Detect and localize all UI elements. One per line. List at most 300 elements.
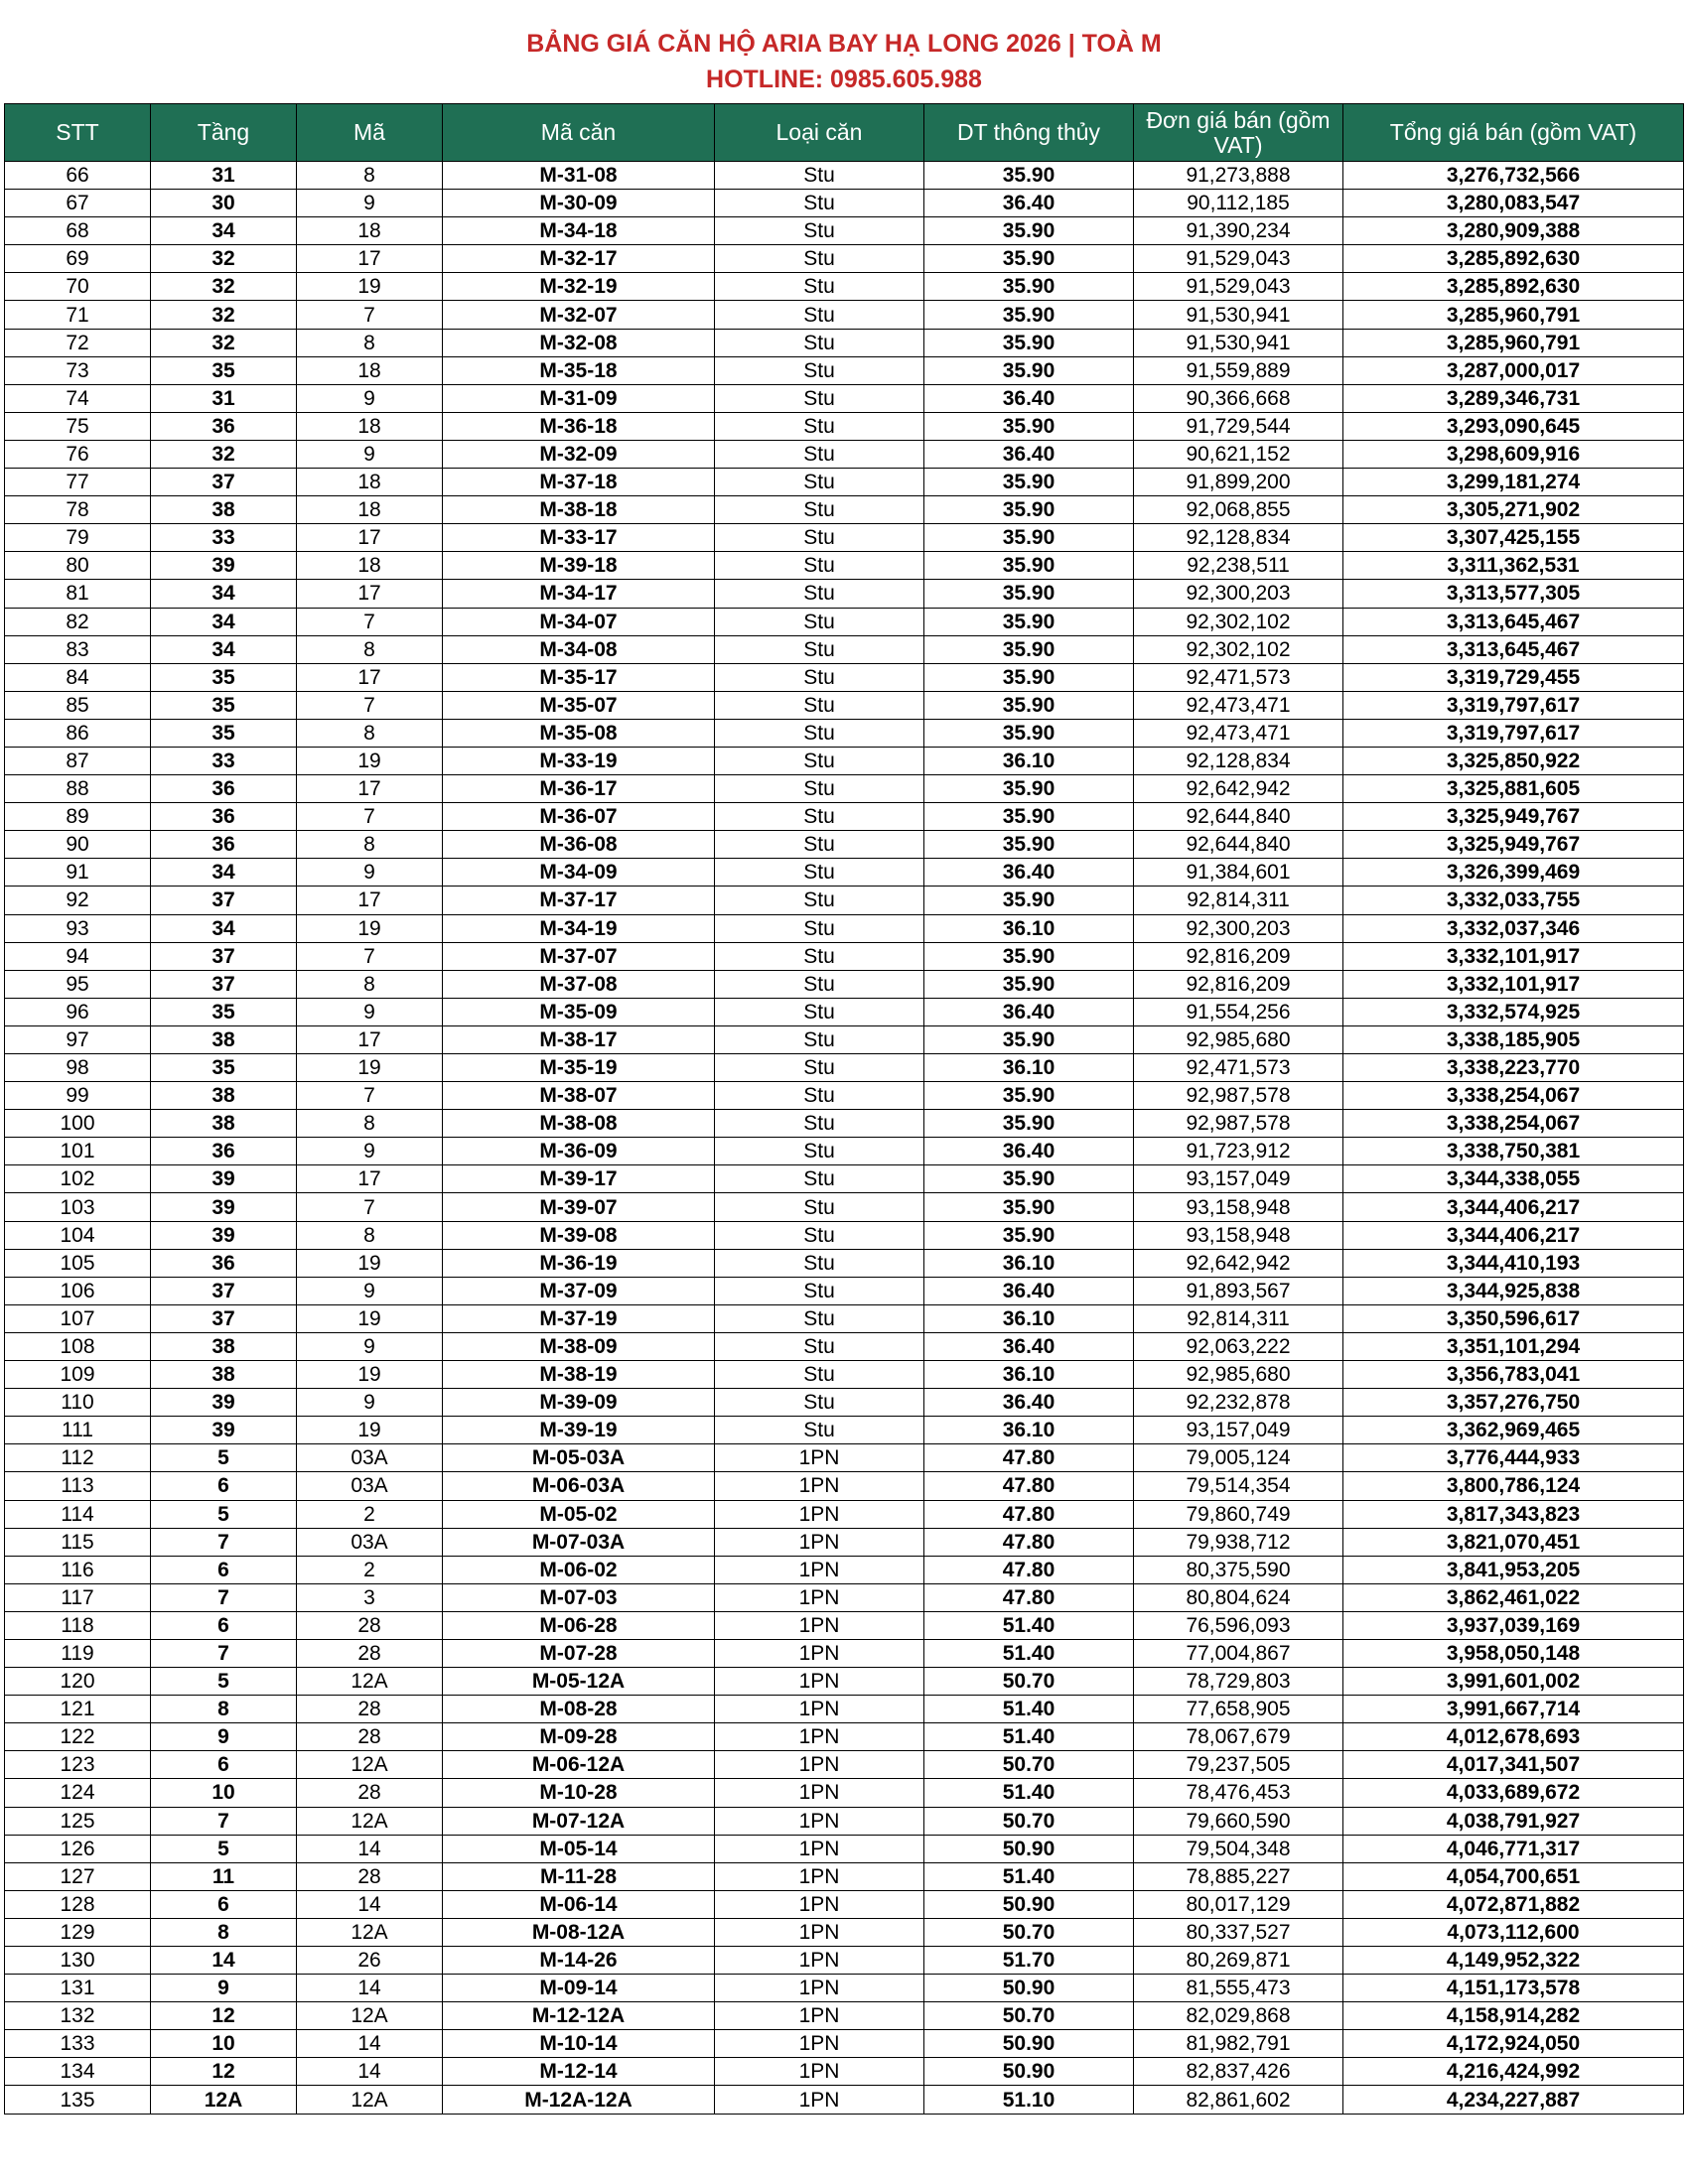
cell-area: 35.90 — [924, 663, 1134, 691]
cell-unit-price: 91,723,912 — [1134, 1138, 1343, 1165]
table-row — [5, 1472, 1684, 1500]
cell-unit-type: Stu — [715, 412, 924, 440]
cell-unit-code: M-39-17 — [443, 1165, 715, 1193]
cell-unit-price: 93,157,049 — [1134, 1165, 1343, 1193]
cell-code: 12A — [297, 2002, 443, 2030]
table-row — [5, 970, 1684, 998]
cell-unit-type: Stu — [715, 245, 924, 273]
cell-unit-price: 92,068,855 — [1134, 496, 1343, 524]
cell-unit-price: 79,504,348 — [1134, 1835, 1343, 1862]
cell-unit-code: M-34-17 — [443, 580, 715, 608]
cell-floor: 10 — [151, 1779, 297, 1807]
cell-unit-type: Stu — [715, 663, 924, 691]
cell-stt: 118 — [5, 1611, 151, 1639]
cell-unit-code: M-39-08 — [443, 1221, 715, 1249]
cell-floor: 38 — [151, 496, 297, 524]
cell-stt: 95 — [5, 970, 151, 998]
cell-stt: 85 — [5, 691, 151, 719]
cell-area: 36.10 — [924, 1304, 1134, 1332]
cell-unit-price: 79,860,749 — [1134, 1500, 1343, 1528]
cell-code: 28 — [297, 1639, 443, 1667]
table-row — [5, 1583, 1684, 1611]
cell-total-price: 3,307,425,155 — [1343, 524, 1684, 552]
cell-stt: 109 — [5, 1361, 151, 1389]
cell-total-price: 3,311,362,531 — [1343, 552, 1684, 580]
cell-floor: 12A — [151, 2086, 297, 2114]
cell-total-price: 3,285,892,630 — [1343, 245, 1684, 273]
cell-area: 36.10 — [924, 1417, 1134, 1444]
cell-code: 28 — [297, 1696, 443, 1723]
cell-unit-code: M-07-03A — [443, 1528, 715, 1556]
cell-unit-code: M-05-12A — [443, 1668, 715, 1696]
cell-stt: 72 — [5, 329, 151, 356]
cell-unit-type: Stu — [715, 440, 924, 468]
cell-floor: 7 — [151, 1528, 297, 1556]
cell-stt: 98 — [5, 1054, 151, 1082]
cell-unit-type: Stu — [715, 1054, 924, 1082]
table-row — [5, 1890, 1684, 1918]
column-header-unit-code: Mã căn — [443, 104, 715, 162]
cell-floor: 39 — [151, 1165, 297, 1193]
table-row — [5, 245, 1684, 273]
cell-unit-price: 92,471,573 — [1134, 1054, 1343, 1082]
cell-floor: 32 — [151, 245, 297, 273]
cell-code: 18 — [297, 469, 443, 496]
cell-total-price: 4,054,700,651 — [1343, 1862, 1684, 1890]
cell-area: 51.40 — [924, 1779, 1134, 1807]
cell-code: 14 — [297, 1835, 443, 1862]
cell-unit-code: M-34-08 — [443, 635, 715, 663]
cell-unit-type: 1PN — [715, 2058, 924, 2086]
cell-unit-price: 90,621,152 — [1134, 440, 1343, 468]
price-table — [4, 103, 1684, 2115]
cell-area: 35.90 — [924, 301, 1134, 329]
cell-stt: 113 — [5, 1472, 151, 1500]
cell-unit-code: M-38-09 — [443, 1332, 715, 1360]
cell-unit-price: 91,554,256 — [1134, 998, 1343, 1025]
cell-area: 50.90 — [924, 1890, 1134, 1918]
cell-code: 7 — [297, 608, 443, 635]
cell-unit-code: M-09-14 — [443, 1975, 715, 2002]
cell-stt: 119 — [5, 1639, 151, 1667]
cell-unit-code: M-33-19 — [443, 747, 715, 774]
cell-unit-price: 93,158,948 — [1134, 1193, 1343, 1221]
cell-unit-price: 90,112,185 — [1134, 190, 1343, 217]
cell-code: 8 — [297, 831, 443, 859]
cell-unit-price: 92,128,834 — [1134, 747, 1343, 774]
cell-unit-price: 93,158,948 — [1134, 1221, 1343, 1249]
table-row — [5, 719, 1684, 747]
cell-area: 36.10 — [924, 914, 1134, 942]
cell-unit-type: Stu — [715, 1249, 924, 1277]
table-row — [5, 1361, 1684, 1389]
cell-code: 12A — [297, 1918, 443, 1946]
cell-stt: 129 — [5, 1918, 151, 1946]
table-header-row — [5, 104, 1684, 162]
cell-area: 36.40 — [924, 384, 1134, 412]
cell-code: 8 — [297, 970, 443, 998]
table-row — [5, 1779, 1684, 1807]
cell-unit-code: M-36-17 — [443, 775, 715, 803]
cell-unit-type: 1PN — [715, 1918, 924, 1946]
cell-code: 12A — [297, 1807, 443, 1835]
cell-unit-code: M-12-14 — [443, 2058, 715, 2086]
cell-unit-code: M-35-19 — [443, 1054, 715, 1082]
cell-total-price: 3,280,909,388 — [1343, 217, 1684, 245]
cell-total-price: 3,937,039,169 — [1343, 1611, 1684, 1639]
cell-area: 47.80 — [924, 1583, 1134, 1611]
table-row — [5, 440, 1684, 468]
table-row — [5, 1193, 1684, 1221]
cell-code: 14 — [297, 1890, 443, 1918]
cell-unit-type: Stu — [715, 887, 924, 914]
cell-area: 35.90 — [924, 329, 1134, 356]
cell-unit-price: 92,473,471 — [1134, 691, 1343, 719]
cell-floor: 31 — [151, 162, 297, 190]
cell-total-price: 4,038,791,927 — [1343, 1807, 1684, 1835]
cell-unit-code: M-06-14 — [443, 1890, 715, 1918]
cell-unit-price: 92,814,311 — [1134, 887, 1343, 914]
cell-unit-code: M-35-07 — [443, 691, 715, 719]
cell-floor: 35 — [151, 998, 297, 1025]
cell-code: 8 — [297, 1221, 443, 1249]
cell-floor: 6 — [151, 1890, 297, 1918]
cell-total-price: 3,319,797,617 — [1343, 691, 1684, 719]
cell-unit-type: 1PN — [715, 1751, 924, 1779]
table-row — [5, 859, 1684, 887]
cell-unit-price: 92,642,942 — [1134, 775, 1343, 803]
cell-unit-code: M-36-09 — [443, 1138, 715, 1165]
cell-area: 51.10 — [924, 2086, 1134, 2114]
cell-area: 36.10 — [924, 1361, 1134, 1389]
cell-code: 03A — [297, 1472, 443, 1500]
cell-area: 35.90 — [924, 552, 1134, 580]
cell-area: 35.90 — [924, 1110, 1134, 1138]
cell-stt: 108 — [5, 1332, 151, 1360]
cell-stt: 107 — [5, 1304, 151, 1332]
cell-unit-price: 92,814,311 — [1134, 1304, 1343, 1332]
cell-total-price: 3,862,461,022 — [1343, 1583, 1684, 1611]
table-row — [5, 2002, 1684, 2030]
cell-floor: 38 — [151, 1361, 297, 1389]
table-row — [5, 1221, 1684, 1249]
cell-unit-type: Stu — [715, 384, 924, 412]
cell-unit-type: 1PN — [715, 1556, 924, 1583]
cell-stt: 79 — [5, 524, 151, 552]
cell-stt: 115 — [5, 1528, 151, 1556]
cell-unit-code: M-39-07 — [443, 1193, 715, 1221]
cell-area: 51.40 — [924, 1696, 1134, 1723]
cell-stt: 78 — [5, 496, 151, 524]
cell-unit-type: Stu — [715, 914, 924, 942]
cell-total-price: 4,234,227,887 — [1343, 2086, 1684, 2114]
cell-unit-type: 1PN — [715, 2002, 924, 2030]
cell-total-price: 4,073,112,600 — [1343, 1918, 1684, 1946]
cell-unit-price: 92,238,511 — [1134, 552, 1343, 580]
cell-unit-type: Stu — [715, 1165, 924, 1193]
cell-area: 47.80 — [924, 1528, 1134, 1556]
cell-stt: 74 — [5, 384, 151, 412]
cell-unit-type: Stu — [715, 217, 924, 245]
table-row — [5, 747, 1684, 774]
cell-total-price: 3,325,949,767 — [1343, 831, 1684, 859]
cell-unit-type: Stu — [715, 691, 924, 719]
cell-code: 8 — [297, 162, 443, 190]
cell-code: 8 — [297, 329, 443, 356]
cell-unit-price: 77,658,905 — [1134, 1696, 1343, 1723]
cell-stt: 66 — [5, 162, 151, 190]
cell-floor: 34 — [151, 580, 297, 608]
cell-area: 35.90 — [924, 273, 1134, 301]
cell-area: 47.80 — [924, 1500, 1134, 1528]
cell-unit-type: Stu — [715, 831, 924, 859]
cell-floor: 39 — [151, 552, 297, 580]
cell-area: 35.90 — [924, 608, 1134, 635]
cell-floor: 35 — [151, 356, 297, 384]
cell-unit-price: 91,559,889 — [1134, 356, 1343, 384]
table-row — [5, 1054, 1684, 1082]
cell-unit-price: 92,987,578 — [1134, 1110, 1343, 1138]
cell-floor: 38 — [151, 1082, 297, 1110]
cell-unit-code: M-05-02 — [443, 1500, 715, 1528]
cell-total-price: 3,991,667,714 — [1343, 1696, 1684, 1723]
cell-stt: 69 — [5, 245, 151, 273]
cell-floor: 36 — [151, 831, 297, 859]
cell-unit-code: M-37-08 — [443, 970, 715, 998]
cell-stt: 83 — [5, 635, 151, 663]
cell-total-price: 3,313,577,305 — [1343, 580, 1684, 608]
cell-total-price: 4,151,173,578 — [1343, 1975, 1684, 2002]
cell-unit-price: 77,004,867 — [1134, 1639, 1343, 1667]
cell-unit-code: M-10-14 — [443, 2030, 715, 2058]
cell-unit-code: M-11-28 — [443, 1862, 715, 1890]
cell-area: 47.80 — [924, 1472, 1134, 1500]
table-row — [5, 635, 1684, 663]
cell-floor: 37 — [151, 942, 297, 970]
cell-area: 35.90 — [924, 887, 1134, 914]
cell-area: 35.90 — [924, 803, 1134, 831]
cell-unit-type: 1PN — [715, 1668, 924, 1696]
cell-unit-code: M-32-07 — [443, 301, 715, 329]
cell-unit-price: 91,384,601 — [1134, 859, 1343, 887]
cell-unit-code: M-38-17 — [443, 1025, 715, 1053]
cell-area: 35.90 — [924, 162, 1134, 190]
column-header-area: DT thông thủy — [924, 104, 1134, 162]
cell-unit-code: M-38-19 — [443, 1361, 715, 1389]
cell-total-price: 3,313,645,467 — [1343, 635, 1684, 663]
cell-code: 12A — [297, 1668, 443, 1696]
cell-unit-code: M-05-14 — [443, 1835, 715, 1862]
cell-unit-price: 92,644,840 — [1134, 831, 1343, 859]
cell-area: 36.40 — [924, 440, 1134, 468]
cell-stt: 126 — [5, 1835, 151, 1862]
cell-total-price: 3,338,254,067 — [1343, 1110, 1684, 1138]
cell-code: 9 — [297, 440, 443, 468]
table-row — [5, 1165, 1684, 1193]
table-row — [5, 384, 1684, 412]
cell-stt: 101 — [5, 1138, 151, 1165]
cell-code: 7 — [297, 942, 443, 970]
cell-unit-type: Stu — [715, 1417, 924, 1444]
cell-stt: 97 — [5, 1025, 151, 1053]
cell-unit-code: M-36-07 — [443, 803, 715, 831]
cell-code: 14 — [297, 2058, 443, 2086]
cell-area: 35.90 — [924, 942, 1134, 970]
cell-area: 35.90 — [924, 356, 1134, 384]
cell-stt: 100 — [5, 1110, 151, 1138]
cell-unit-code: M-37-18 — [443, 469, 715, 496]
cell-floor: 6 — [151, 1751, 297, 1779]
cell-unit-price: 78,067,679 — [1134, 1723, 1343, 1751]
cell-total-price: 3,305,271,902 — [1343, 496, 1684, 524]
cell-unit-type: Stu — [715, 1082, 924, 1110]
cell-stt: 94 — [5, 942, 151, 970]
table-row — [5, 887, 1684, 914]
cell-floor: 14 — [151, 1947, 297, 1975]
cell-stt: 122 — [5, 1723, 151, 1751]
cell-area: 35.90 — [924, 1193, 1134, 1221]
cell-unit-code: M-39-19 — [443, 1417, 715, 1444]
cell-total-price: 4,172,924,050 — [1343, 2030, 1684, 2058]
cell-unit-type: Stu — [715, 329, 924, 356]
cell-total-price: 3,319,797,617 — [1343, 719, 1684, 747]
cell-floor: 32 — [151, 329, 297, 356]
cell-total-price: 3,841,953,205 — [1343, 1556, 1684, 1583]
cell-stt: 117 — [5, 1583, 151, 1611]
cell-area: 35.90 — [924, 1025, 1134, 1053]
cell-floor: 34 — [151, 859, 297, 887]
cell-code: 7 — [297, 803, 443, 831]
cell-unit-type: Stu — [715, 301, 924, 329]
table-row — [5, 608, 1684, 635]
cell-code: 03A — [297, 1528, 443, 1556]
column-header-code: Mã — [297, 104, 443, 162]
cell-unit-price: 93,157,049 — [1134, 1417, 1343, 1444]
cell-total-price: 3,325,850,922 — [1343, 747, 1684, 774]
cell-unit-price: 78,476,453 — [1134, 1779, 1343, 1807]
table-row — [5, 1556, 1684, 1583]
cell-unit-type: 1PN — [715, 1528, 924, 1556]
cell-total-price: 3,332,101,917 — [1343, 942, 1684, 970]
cell-total-price: 3,356,783,041 — [1343, 1361, 1684, 1389]
cell-unit-price: 91,273,888 — [1134, 162, 1343, 190]
cell-unit-type: Stu — [715, 190, 924, 217]
cell-unit-type: Stu — [715, 942, 924, 970]
cell-code: 19 — [297, 1417, 443, 1444]
cell-unit-type: 1PN — [715, 1500, 924, 1528]
cell-unit-code: M-06-02 — [443, 1556, 715, 1583]
cell-unit-code: M-33-17 — [443, 524, 715, 552]
table-row — [5, 1332, 1684, 1360]
cell-unit-type: 1PN — [715, 1583, 924, 1611]
table-row — [5, 1138, 1684, 1165]
cell-floor: 38 — [151, 1110, 297, 1138]
cell-area: 36.40 — [924, 1138, 1134, 1165]
cell-stt: 131 — [5, 1975, 151, 2002]
cell-code: 9 — [297, 1138, 443, 1165]
cell-unit-code: M-37-19 — [443, 1304, 715, 1332]
cell-floor: 39 — [151, 1221, 297, 1249]
cell-area: 47.80 — [924, 1556, 1134, 1583]
column-header-unit-price: Đơn giá bán (gồm VAT) — [1134, 104, 1343, 162]
cell-unit-price: 92,063,222 — [1134, 1332, 1343, 1360]
cell-floor: 33 — [151, 524, 297, 552]
table-row — [5, 803, 1684, 831]
cell-unit-code: M-35-17 — [443, 663, 715, 691]
cell-total-price: 4,012,678,693 — [1343, 1723, 1684, 1751]
table-row — [5, 1500, 1684, 1528]
cell-floor: 38 — [151, 1332, 297, 1360]
cell-unit-price: 91,893,567 — [1134, 1277, 1343, 1304]
cell-floor: 5 — [151, 1835, 297, 1862]
cell-floor: 5 — [151, 1444, 297, 1472]
cell-floor: 32 — [151, 273, 297, 301]
cell-code: 19 — [297, 747, 443, 774]
table-row — [5, 273, 1684, 301]
cell-code: 9 — [297, 1332, 443, 1360]
cell-unit-price: 80,375,590 — [1134, 1556, 1343, 1583]
cell-area: 36.40 — [924, 1389, 1134, 1417]
cell-unit-code: M-32-09 — [443, 440, 715, 468]
table-row — [5, 2086, 1684, 2114]
cell-unit-type: 1PN — [715, 2030, 924, 2058]
cell-area: 35.90 — [924, 469, 1134, 496]
cell-unit-price: 92,300,203 — [1134, 914, 1343, 942]
cell-area: 50.70 — [924, 1668, 1134, 1696]
cell-stt: 102 — [5, 1165, 151, 1193]
cell-total-price: 3,313,645,467 — [1343, 608, 1684, 635]
cell-unit-price: 80,017,129 — [1134, 1890, 1343, 1918]
cell-unit-code: M-36-19 — [443, 1249, 715, 1277]
cell-floor: 34 — [151, 914, 297, 942]
cell-code: 7 — [297, 1082, 443, 1110]
cell-unit-type: Stu — [715, 1110, 924, 1138]
cell-unit-type: 1PN — [715, 1975, 924, 2002]
cell-code: 9 — [297, 384, 443, 412]
cell-unit-code: M-07-03 — [443, 1583, 715, 1611]
table-row — [5, 1025, 1684, 1053]
cell-code: 9 — [297, 1389, 443, 1417]
table-row — [5, 831, 1684, 859]
cell-code: 3 — [297, 1583, 443, 1611]
cell-stt: 116 — [5, 1556, 151, 1583]
cell-total-price: 3,800,786,124 — [1343, 1472, 1684, 1500]
table-row — [5, 1528, 1684, 1556]
cell-area: 51.40 — [924, 1639, 1134, 1667]
cell-stt: 125 — [5, 1807, 151, 1835]
cell-unit-price: 82,837,426 — [1134, 2058, 1343, 2086]
cell-unit-code: M-07-12A — [443, 1807, 715, 1835]
cell-total-price: 3,344,406,217 — [1343, 1221, 1684, 1249]
cell-unit-price: 92,471,573 — [1134, 663, 1343, 691]
cell-area: 35.90 — [924, 719, 1134, 747]
cell-area: 35.90 — [924, 635, 1134, 663]
cell-unit-type: Stu — [715, 719, 924, 747]
cell-total-price: 3,338,750,381 — [1343, 1138, 1684, 1165]
table-row — [5, 1444, 1684, 1472]
cell-unit-price: 91,529,043 — [1134, 273, 1343, 301]
cell-stt: 77 — [5, 469, 151, 496]
table-row — [5, 1417, 1684, 1444]
cell-code: 19 — [297, 1304, 443, 1332]
cell-area: 36.40 — [924, 859, 1134, 887]
cell-unit-type: Stu — [715, 747, 924, 774]
cell-code: 26 — [297, 1947, 443, 1975]
cell-total-price: 3,285,960,791 — [1343, 301, 1684, 329]
cell-unit-type: Stu — [715, 775, 924, 803]
table-row — [5, 1668, 1684, 1696]
table-row — [5, 1918, 1684, 1946]
